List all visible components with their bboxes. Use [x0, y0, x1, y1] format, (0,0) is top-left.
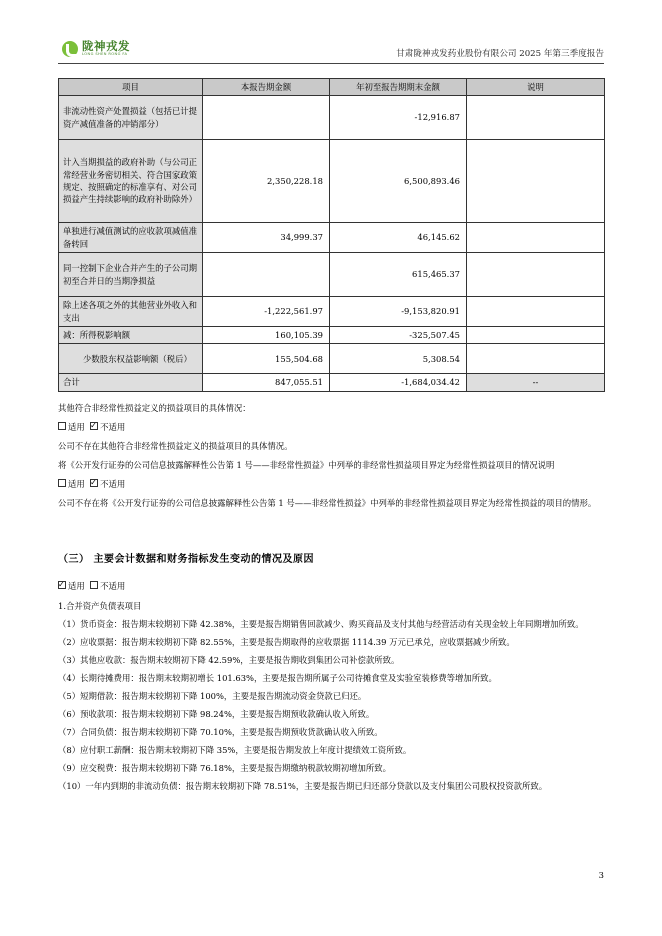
col-header-note: 说明: [467, 79, 605, 96]
row-ytd: -12,916.87: [330, 96, 467, 140]
row-ytd: 6,500,893.46: [330, 140, 467, 223]
list-item: （10）一年内到期的非流动负债：报告期末较期初下降 78.51%，主要是报告期已归还部分贷款以及支付集团公司股权投资款所致。: [58, 781, 548, 791]
section-block: [58, 552, 604, 794]
section-heading: （三） 主要会计数据和财务指标发生变动的情况及原因: [58, 554, 314, 565]
row-note: --: [467, 374, 605, 391]
row-note: [467, 253, 605, 297]
row-note: [467, 140, 605, 223]
company-logo: [62, 40, 130, 57]
row-item: 减：所得税影响额: [59, 327, 203, 344]
applicability-options: ✓适用 不适用: [58, 579, 604, 594]
row-current: 160,105.39: [203, 327, 330, 344]
checkbox-not-apply: [90, 479, 98, 487]
row-item: 合计: [59, 374, 203, 391]
subsection-heading: 1.合并资产负债表项目: [58, 601, 142, 611]
row-note: [467, 327, 605, 344]
page-number: 3: [598, 870, 604, 880]
applicability-options: 适用 ✓ 不适用: [58, 420, 604, 435]
checkbox-not-apply: [90, 581, 98, 589]
row-ytd: -9,153,820.91: [330, 297, 467, 327]
row-note: [467, 96, 605, 140]
row-ytd: 5,308.54: [330, 344, 467, 374]
checkbox-not-apply: [90, 422, 98, 430]
list-item: （1）货币资金：报告期末较期初下降 42.38%，主要是报告期销售回款减少、购买商品及支付其他与经营活动有关现金较上年同期增加所致。: [58, 619, 584, 629]
body-text-block: [58, 401, 604, 511]
row-note: [467, 344, 605, 374]
table-header-row: [59, 79, 605, 96]
row-current: 34,999.37: [203, 223, 330, 253]
list-item: （7）合同负债：报告期末较期初下降 70.10%，主要是报告期预收货款确认收入所致。: [58, 727, 383, 737]
table-row: [59, 96, 605, 140]
logo-icon: [62, 41, 78, 57]
row-item: 除上述各项之外的其他营业外收入和支出: [59, 297, 203, 327]
row-current: -1,222,561.97: [203, 297, 330, 327]
list-item: （2）应收票据：报告期末较期初下降 82.55%，主要是报告期取得的应收票据 1114.39 万元已承兑，应收票据减少所致。: [58, 637, 515, 647]
table-total-row: [59, 374, 605, 391]
applicability-options: 适用 ✓ 不适用: [58, 477, 604, 492]
page-header: [58, 38, 604, 66]
checkbox-apply: [58, 581, 66, 589]
report-title: 甘肃陇神戎发药业股份有限公司 2025 年第三季度报告: [396, 49, 604, 59]
checkbox-apply: [58, 422, 66, 430]
table-row: [59, 344, 605, 374]
row-current: [203, 253, 330, 297]
list-item: （8）应付职工薪酬：报告期末较期初下降 35%，主要是报告期发放上年度计提绩效工资所致。: [58, 745, 412, 755]
table-row: [59, 327, 605, 344]
col-header-current: 本报告期金额: [203, 79, 330, 96]
row-ytd: -325,507.45: [330, 327, 467, 344]
row-item: 计入当期损益的政府补助（与公司正常经营业务密切相关、符合国家政策规定、按照确定的标准享有、对公司损益产生持续影响的政府补助除外）: [59, 140, 203, 223]
row-item: 少数股东权益影响额（税后）: [59, 344, 203, 374]
non-recurring-gains-table: [58, 78, 605, 392]
table-row: [59, 140, 605, 223]
row-item: 同一控制下企业合并产生的子公司期初至合并日的当期净损益: [59, 253, 203, 297]
table-row: [59, 223, 605, 253]
row-ytd: 615,465.37: [330, 253, 467, 297]
paragraph: 其他符合非经常性损益定义的损益项目的具体情况：: [58, 403, 251, 413]
list-item: （6）预收款项：报告期末较期初下降 98.24%，主要是报告期预收款确认收入所致。: [58, 709, 375, 719]
row-ytd: 46,145.62: [330, 223, 467, 253]
row-current: [203, 96, 330, 140]
list-item: （4）长期待摊费用：报告期末较期初增长 101.63%，主要是报告期所属子公司待摊食堂及实验室装修费等增加所致。: [58, 673, 497, 683]
row-current: 155,504.68: [203, 344, 330, 374]
paragraph: 公司不存在将《公开发行证券的公司信息披露解释性公告第 1 号——非经常性损益》中列举的非经常性损益项目界定为经常性损益的项目的情形。: [58, 498, 597, 508]
row-note: [467, 223, 605, 253]
row-note: [467, 297, 605, 327]
header-divider: [58, 63, 604, 64]
table-row: [59, 253, 605, 297]
list-item: （9）应交税费：报告期末较期初下降 76.18%，主要是报告期缴纳税款较期初增加所致。: [58, 763, 392, 773]
table-row: [59, 297, 605, 327]
row-current: 2,350,228.18: [203, 140, 330, 223]
row-item: 非流动性资产处置损益（包括已计提资产减值准备的冲销部分）: [59, 96, 203, 140]
list-item: （3）其他应收款：报告期末较期初下降 42.59%，主要是报告期收到集团公司补偿款所致。: [58, 655, 400, 665]
paragraph: 将《公开发行证券的公司信息披露解释性公告第 1 号——非经常性损益》中列举的非经常性损益项目界定为经常性损益项目的情况说明: [58, 460, 555, 470]
col-header-item: 项目: [59, 79, 203, 96]
row-current: 847,055.51: [203, 374, 330, 391]
paragraph: 公司不存在其他符合非经常性损益定义的损益项目的具体情况。: [58, 441, 293, 451]
checkbox-apply: [58, 479, 66, 487]
logo-text-en: LONG SHEN RONG FA: [82, 52, 128, 56]
row-item: 单独进行减值测试的应收款项减值准备转回: [59, 223, 203, 253]
col-header-ytd: 年初至报告期期末金额: [330, 79, 467, 96]
row-ytd: -1,684,034.42: [330, 374, 467, 391]
list-item: （5）短期借款：报告期末较期初下降 100%，主要是报告期流动资金贷款已归还。: [58, 691, 367, 701]
logo-text-cn: 陇神戎发: [82, 39, 130, 53]
